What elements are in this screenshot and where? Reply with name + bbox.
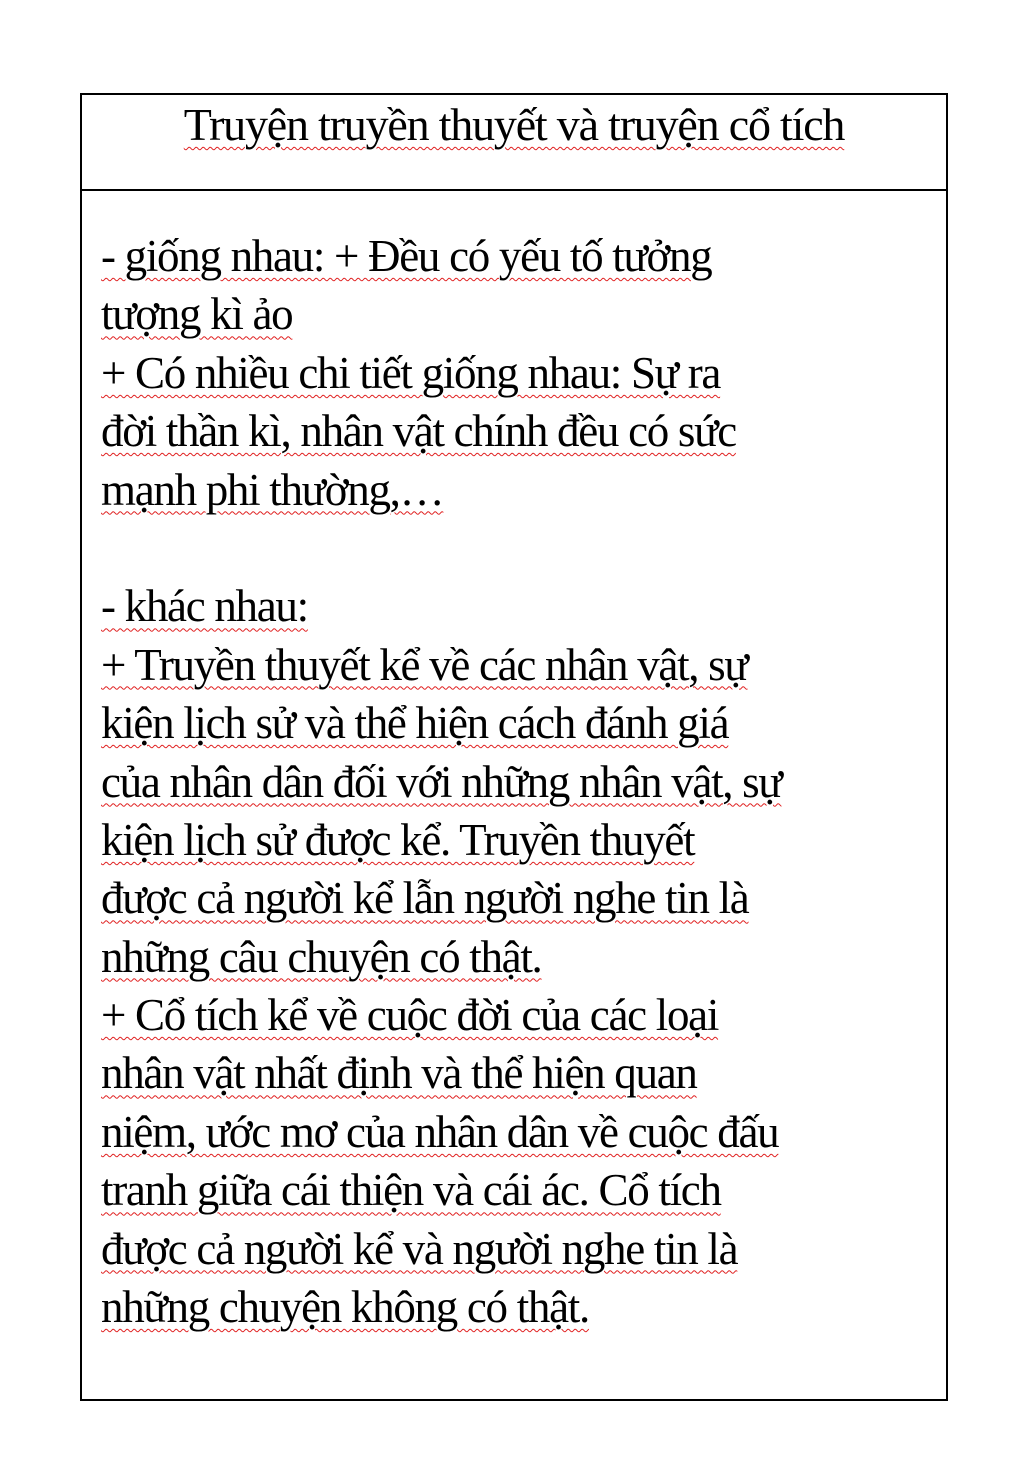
text-line: tranh giữa cái thiện và cái ác. Cổ tích xyxy=(101,1165,721,1216)
text-line: nhân vật nhất định và thể hiện quan xyxy=(101,1048,697,1099)
text-line: những câu chuyện có thật. xyxy=(101,931,542,982)
text-line: + Có nhiều chi tiết giống nhau: Sự ra xyxy=(101,347,721,398)
blank-line xyxy=(101,519,932,577)
text-line: những chuyện không có thật. xyxy=(101,1282,589,1333)
text-line: được cả người kể lẫn người nghe tin là xyxy=(101,873,749,924)
text-line: mạnh phi thường,… xyxy=(101,464,444,515)
text-line: + Truyền thuyết kể về các nhân vật, sự xyxy=(101,639,748,690)
text-line: + Cổ tích kể về cuộc đời của các loại xyxy=(101,990,719,1041)
text-line: - giống nhau: + Đều có yếu tố tưởng xyxy=(101,231,712,281)
document-title: Truyện truyền thuyết và truyện cổ tích xyxy=(183,99,845,150)
text-line: kiện lịch sử được kể. Truyền thuyết xyxy=(101,814,695,865)
text-line: tượng kì ảo xyxy=(101,289,293,340)
text-line: được cả người kể và người nghe tin là xyxy=(101,1223,738,1274)
table-header-cell[interactable] xyxy=(82,95,946,191)
text-line: niệm, ước mơ của nhân dân về cuộc đấu xyxy=(101,1106,779,1157)
text-line: - khác nhau: xyxy=(101,581,308,632)
table-body-cell[interactable] xyxy=(82,191,946,1336)
text-line: kiện lịch sử và thể hiện cách đánh giá xyxy=(101,698,729,749)
document-table xyxy=(80,93,948,1401)
text-line: của nhân dân đối với những nhân vật, sự xyxy=(101,756,782,807)
text-line: đời thần kì, nhân vật chính đều có sức xyxy=(101,406,736,457)
